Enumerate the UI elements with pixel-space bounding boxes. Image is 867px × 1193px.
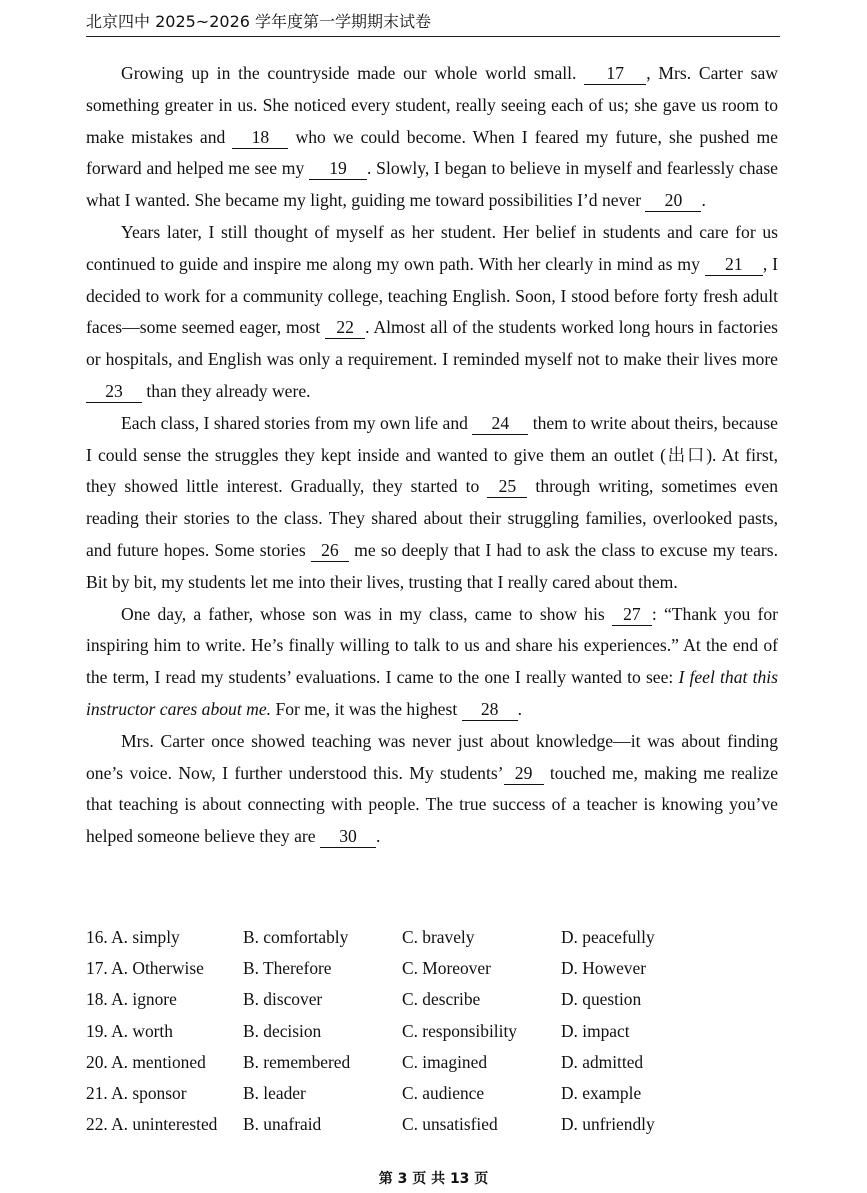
option-a: 22. A. uninterested — [86, 1114, 218, 1135]
blank-19: 19 — [309, 157, 367, 180]
text: : “Thank you for inspiring him to write. He’s finally willing to talk to us and share his experiences.” At the end of the term, I read my students’ evaluations. I came to the one I really wanted to see: — [86, 603, 778, 688]
text: For me, it was the highest — [271, 698, 462, 719]
blank-28: 28 — [462, 698, 518, 721]
option-b: B. discover — [243, 989, 323, 1010]
blank-23: 23 — [86, 380, 142, 403]
question-18-options — [86, 984, 786, 1015]
option-d: D. example — [561, 1082, 642, 1103]
option-c: C. audience — [402, 1082, 485, 1103]
text: Each class, I shared stories from my own life and — [121, 412, 473, 433]
question-21-options — [86, 1078, 786, 1109]
option-d: D. impact — [561, 1020, 630, 1041]
text: me so deeply that I had to ask the class to excuse my tears. Bit by bit, my students let me into their lives, trusting that I really cared about them. — [86, 539, 779, 592]
blank-20: 20 — [645, 189, 701, 212]
blank-22: 22 — [325, 316, 365, 339]
option-c: C. unsatisfied — [402, 1114, 498, 1135]
question-19-options — [86, 1016, 786, 1047]
option-b: B. comfortably — [243, 927, 349, 947]
exam-header — [86, 8, 780, 37]
option-b: B. remembered — [243, 1051, 351, 1072]
option-b: B. unafraid — [243, 1114, 322, 1135]
option-a: 21. A. sponsor — [86, 1082, 187, 1103]
question-20-options — [86, 1047, 786, 1078]
option-a: 20. A. mentioned — [86, 1051, 206, 1072]
cloze-passage — [86, 58, 778, 853]
option-c: C. responsibility — [402, 1020, 517, 1041]
text: One day, a father, whose son was in my class, came to show his — [121, 603, 612, 624]
paragraph-2 — [86, 217, 778, 408]
option-c: C. imagined — [402, 1051, 488, 1072]
answer-options — [86, 922, 786, 1140]
text: touched me, making me realize that teaching is about connecting with people. The true success of a teacher is knowing you’ve helped someone believe they are — [86, 762, 779, 847]
blank-18: 18 — [232, 126, 288, 149]
option-d: D. However — [561, 958, 646, 979]
option-d: D. question — [561, 989, 642, 1010]
exam-title: 北京四中 2025~2026 学年度第一学期期末试卷 — [86, 12, 432, 31]
text: . — [376, 826, 381, 847]
text: Growing up in the countryside made our whole world small. — [121, 63, 585, 83]
question-16-options — [86, 922, 786, 953]
text: . Slowly, I began to believe in myself and fearlessly chase what I wanted. She became my light, guiding me toward possibilities I’d never — [86, 158, 778, 211]
option-a: 16. A. simply — [86, 927, 180, 947]
question-22-options — [86, 1109, 786, 1140]
blank-30: 30 — [320, 825, 376, 848]
page-number: 第 3 页 共 13 页 — [378, 1171, 489, 1187]
text: Years later, I still thought of myself as her student. Her belief in students and care for us continued to guide and inspire me along my own path. With her clearly in mind as my — [86, 221, 778, 274]
text: who we could become. When I feared my future, she pushed me forward and helped me see my — [86, 126, 778, 179]
text: . — [701, 190, 706, 211]
text: them to write about theirs, because I could sense the struggles they kept inside and wanted to give them an outlet (出口). At first, they showed little interest. Gradually, they started to — [86, 412, 778, 497]
option-d: D. unfriendly — [561, 1114, 655, 1135]
text: . — [517, 698, 523, 719]
option-c: C. describe — [402, 989, 481, 1010]
option-d: D. peacefully — [561, 927, 655, 947]
option-b: B. Therefore — [243, 958, 332, 979]
option-c: C. Moreover — [402, 958, 491, 979]
quoted-evaluation: I feel that this instructor cares about me. — [86, 667, 778, 719]
option-a: 18. A. ignore — [86, 989, 177, 1010]
text: . Almost all of the students worked long hours in factories or hospitals, and English was only a requirement. I reminded myself not to make their lives more — [86, 317, 778, 370]
option-a: 17. A. Otherwise — [86, 958, 204, 979]
option-b: B. leader — [243, 1082, 306, 1103]
option-a: 19. A. worth — [86, 1020, 173, 1041]
option-c: C. bravely — [402, 927, 475, 947]
text: , Mrs. Carter saw something greater in us. She noticed every student, really seeing each of us; she gave us room to make mistakes and — [86, 63, 778, 147]
text: through writing, sometimes even reading their stories to the class. They shared about their struggling families, overlooked pasts, and future hopes. Some stories — [86, 476, 779, 560]
paragraph-5 — [86, 726, 778, 853]
blank-27: 27 — [612, 603, 652, 626]
paragraph-4 — [86, 599, 778, 726]
paragraph-1 — [86, 58, 778, 217]
question-17-options — [86, 953, 786, 984]
blank-24: 24 — [472, 412, 528, 435]
blank-26: 26 — [311, 539, 349, 562]
text: , I decided to work for a community college, teaching English. Soon, I stood before forty fresh adult faces—some seemed eager, most — [86, 253, 779, 338]
blank-25: 25 — [487, 475, 527, 498]
blank-17: 17 — [584, 62, 646, 85]
blank-29: 29 — [504, 762, 544, 785]
text: Mrs. Carter once showed teaching was never just about knowledge—it was about finding one’s voice. Now, I further understood this. My students’ — [86, 730, 778, 783]
paragraph-3 — [86, 408, 778, 599]
option-d: D. admitted — [561, 1051, 644, 1072]
blank-21: 21 — [705, 253, 763, 276]
option-b: B. decision — [243, 1020, 322, 1041]
text: than they already were. — [142, 380, 311, 401]
